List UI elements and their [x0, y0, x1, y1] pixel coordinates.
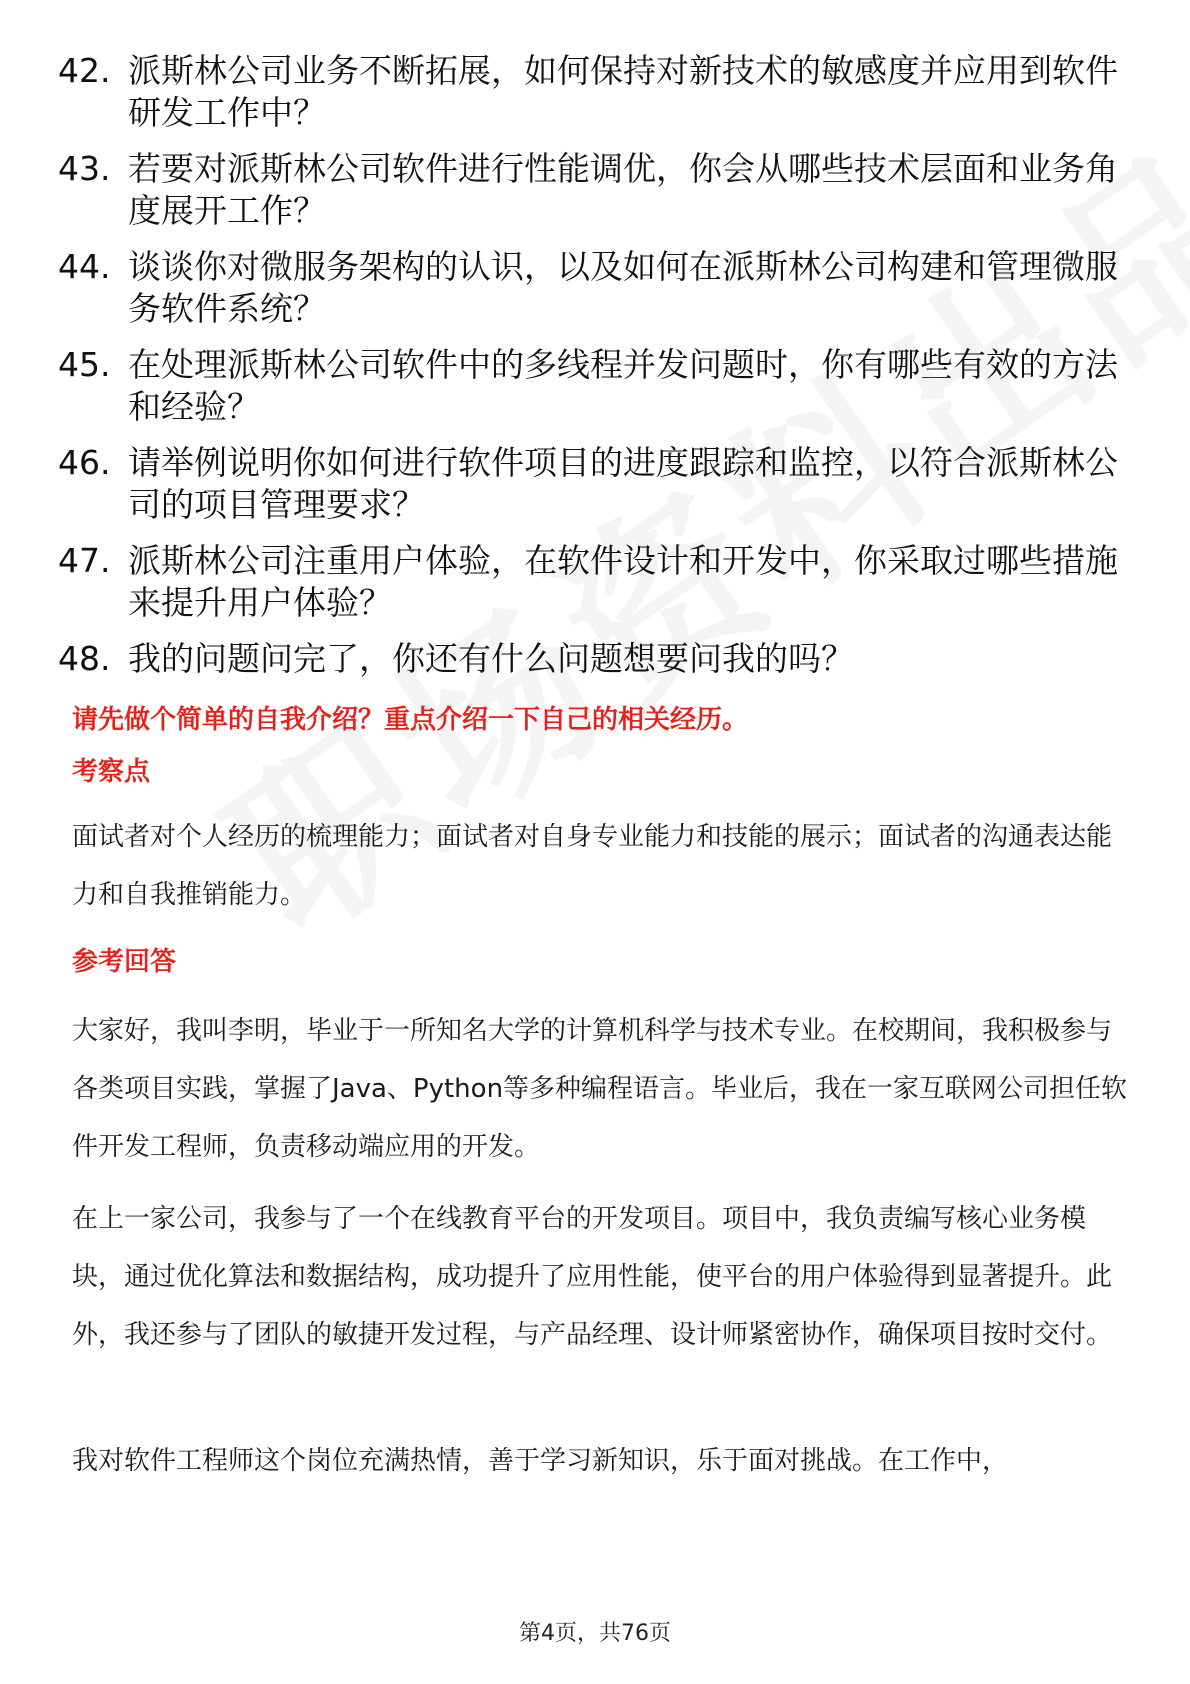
question-item-43	[0, 148, 1190, 232]
question-item-44	[0, 246, 1190, 330]
answer-paragraph: 在上一家公司，我参与了一个在线教育平台的开发项目。项目中，我负责编写核心业务模块，通过优化算法和数据结构，成功提升了应用性能，使平台的用户体验得到显著提升。此外，我还参与了团队的敏捷开发过程，与产品经理、设计师紧密协作，确保项目按时交付。	[72, 1204, 1113, 1350]
question-text: 在处理派斯林公司软件中的多线程并发问题时，你有哪些有效的方法和经验？	[128, 345, 1118, 426]
question-title: 请先做个简单的自我介绍？重点介绍一下自己的相关经历。	[72, 705, 749, 735]
question-item-47	[0, 540, 1190, 624]
question-item-45	[0, 344, 1190, 428]
question-number: 42.	[58, 51, 111, 90]
answer-heading: 参考回答	[72, 947, 177, 977]
question-number: 47.	[58, 541, 111, 580]
exam-point-heading: 考察点	[72, 757, 151, 787]
question-item-42	[0, 50, 1190, 134]
question-text: 我的问题问完了，你还有什么问题想要问我的吗？	[128, 639, 854, 678]
question-number: 48.	[58, 639, 111, 678]
question-list	[0, 50, 1190, 694]
question-number: 43.	[58, 149, 111, 188]
answer-paragraph: 我对软件工程师这个岗位充满热情，善于学习新知识，乐于面对挑战。在工作中，	[72, 1446, 1009, 1476]
question-text: 若要对派斯林公司软件进行性能调优，你会从哪些技术层面和业务角度展开工作？	[128, 149, 1118, 230]
page-footer: 第4页，共76页	[519, 1621, 671, 1646]
question-number: 45.	[58, 345, 111, 384]
question-text: 谈谈你对微服务架构的认识，以及如何在派斯林公司构建和管理微服务软件系统？	[128, 247, 1118, 328]
question-text: 派斯林公司注重用户体验，在软件设计和开发中，你采取过哪些措施来提升用户体验？	[128, 541, 1118, 622]
question-item-48	[0, 638, 1190, 680]
exam-point-text: 面试者对个人经历的梳理能力；面试者对自身专业能力和技能的展示；面试者的沟通表达能力和自我推销能力。	[72, 822, 1113, 910]
answer-paragraph: 大家好，我叫李明，毕业于一所知名大学的计算机科学与技术专业。在校期间，我积极参与各类项目实践，掌握了Java、Python等多种编程语言。毕业后，我在一家互联网公司担任软件开发工程师，负责移动端应用的开发。	[72, 1016, 1128, 1162]
question-number: 44.	[58, 247, 111, 286]
question-text: 派斯林公司业务不断拓展，如何保持对新技术的敏感度并应用到软件研发工作中？	[128, 51, 1118, 132]
question-text: 请举例说明你如何进行软件项目的进度跟踪和监控，以符合派斯林公司的项目管理要求？	[128, 443, 1118, 524]
question-number: 46.	[58, 443, 111, 482]
question-item-46	[0, 442, 1190, 526]
